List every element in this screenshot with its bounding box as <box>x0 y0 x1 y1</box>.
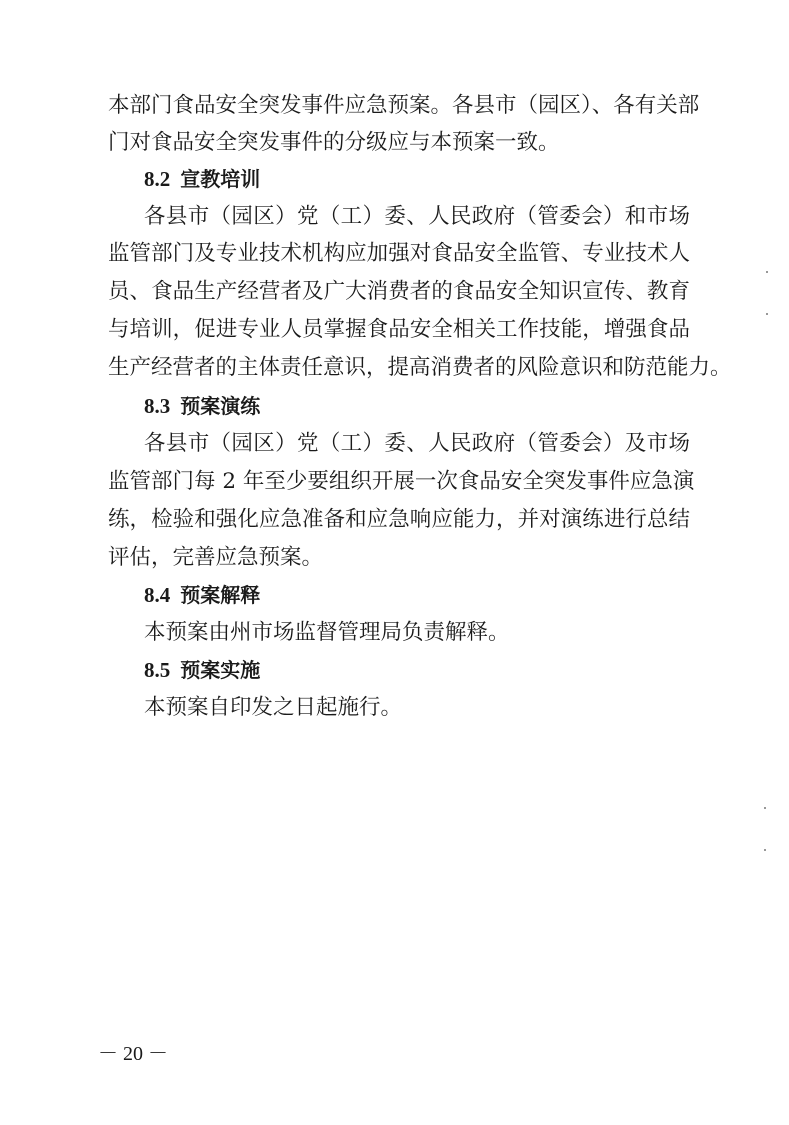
section-number: 8.4 <box>144 583 171 607</box>
scan-speck <box>766 271 768 273</box>
section-heading <box>144 580 260 610</box>
page-number: － 20 － <box>98 1043 168 1065</box>
body-text-line: 本部门食品安全突发事件应急预案。各县市（园区）、各有关部 <box>108 93 700 118</box>
body-text-line: 员、食品生产经营者及广大消费者的食品安全知识宣传、教育 <box>108 279 690 304</box>
body-text-line: 与培训，促进专业人员掌握食品安全相关工作技能，增强食品 <box>108 317 690 342</box>
body-text-line: 生产经营者的主体责任意识，提高消费者的风险意识和防范能力。 <box>108 355 732 380</box>
body-text-line: 本预案由州市场监督管理局负责解释。 <box>144 620 510 645</box>
section-title: 宣教培训 <box>180 167 261 191</box>
section-number: 8.2 <box>144 167 171 191</box>
section-title: 预案演练 <box>180 394 261 418</box>
body-text-line: 本预案自印发之日起施行。 <box>144 695 403 720</box>
body-text-line: 练，检验和强化应急准备和应急响应能力，并对演练进行总结 <box>108 507 690 532</box>
body-text-line: 监管部门及专业技术机构应加强对食品安全监管、专业技术人 <box>108 241 690 266</box>
section-heading <box>144 391 260 421</box>
section-heading <box>144 655 260 685</box>
section-number: 8.3 <box>144 394 171 418</box>
body-text-line: 评估，完善应急预案。 <box>108 545 324 570</box>
body-text-line: 门对食品安全突发事件的分级应与本预案一致。 <box>108 130 560 155</box>
body-text-line: 各县市（园区）党（工）委、人民政府（管委会）及市场 <box>144 431 690 456</box>
scan-speck <box>764 849 766 851</box>
section-title: 预案实施 <box>180 658 261 682</box>
body-text-line: 各县市（园区）党（工）委、人民政府（管委会）和市场 <box>144 204 690 229</box>
section-number: 8.5 <box>144 658 171 682</box>
section-heading <box>144 164 260 194</box>
section-title: 预案解释 <box>180 583 261 607</box>
body-text-line: 监管部门每 2 年至少要组织开展一次食品安全突发事件应急演 <box>108 469 695 494</box>
scan-speck <box>766 313 768 315</box>
scan-speck <box>764 807 766 809</box>
